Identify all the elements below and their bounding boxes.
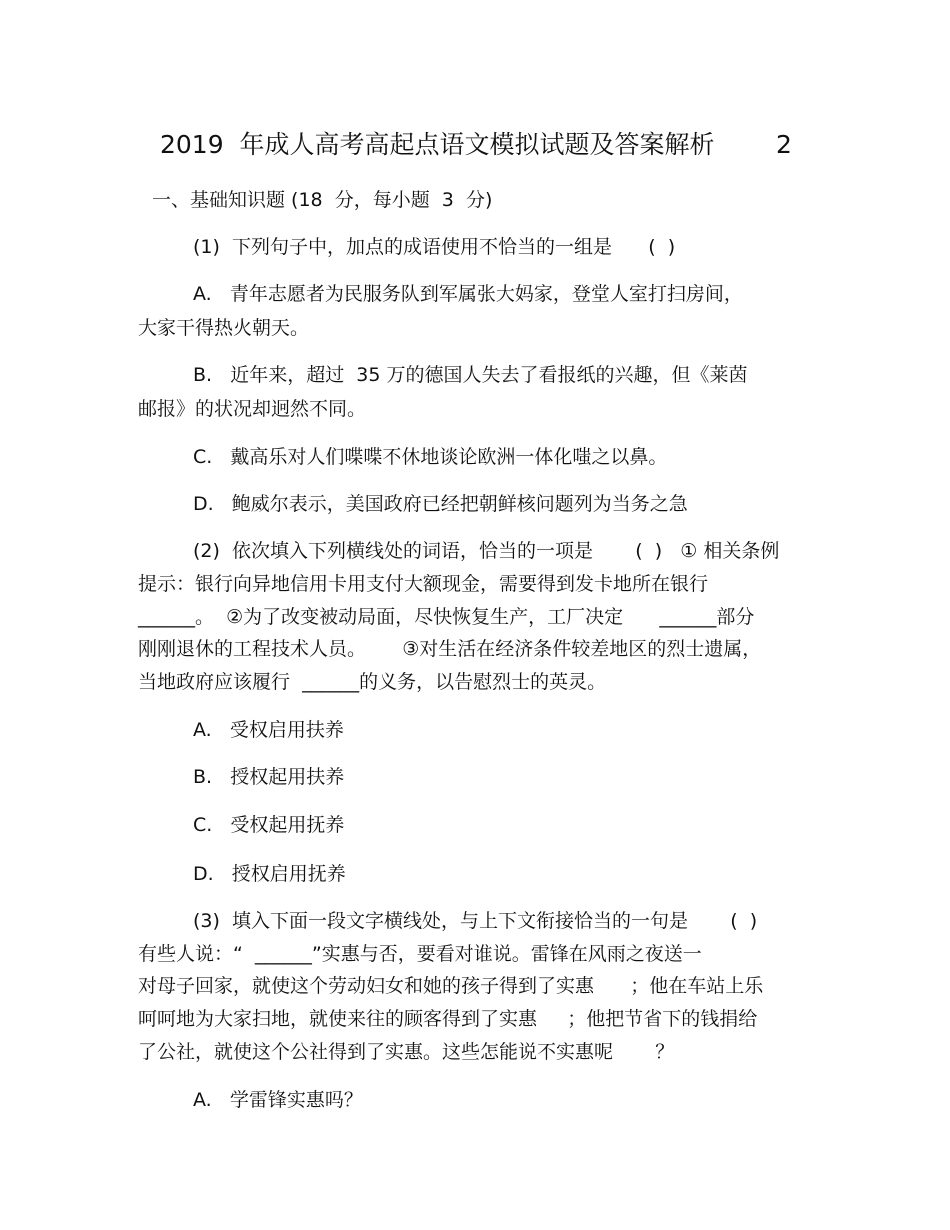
question-2-stem-line-4: 刚刚退休的工程技术人员。 ③对生活在经济条件较差地区的烈士遗属， <box>138 638 762 660</box>
question-3-stem: (3) 填入下面一段文字横线处，与上下文衔接恰当的一句是 ( ) <box>193 910 758 932</box>
question-1-option-a: A. 青年志愿者为民服务队到军属张大妈家，登堂人室打扫房间， <box>193 283 743 305</box>
question-2-stem-line-3: ______。 ②为了改变被动局面，尽快恢复生产，工厂决定 ______部分 <box>138 606 755 628</box>
question-2-stem-line-2: 提示：银行向异地信用卡用支付大额现金，需要得到发卡地所在银行 <box>138 573 709 595</box>
question-2-option-d: D. 授权启用抚养 <box>193 863 346 885</box>
section-heading: 一、基础知识题 (18 分，每小题 3 分) <box>152 189 493 211</box>
question-3-stem-line-5: 了公社，就使这个公社得到了实惠。这些怎能说不实惠呢 ？ <box>138 1041 675 1063</box>
question-2-option-c: C. 受权起用抚养 <box>193 814 345 836</box>
question-1-option-a-cont: 大家干得热火朝天。 <box>138 317 310 339</box>
question-3-stem-line-3: 对母子回家，就使这个劳动妇女和她的孩子得到了实惠 ；他在车站上乐 <box>138 975 764 997</box>
document-title: 2019 年成人高考高起点语文模拟试题及答案解析 <box>160 130 715 159</box>
question-2-option-a: A. 受权启用扶养 <box>193 719 344 741</box>
question-2-stem-line-5: 当地政府应该履行 ______的义务，以告慰烈士的英灵。 <box>138 671 607 693</box>
question-1-option-b-cont: 邮报》的状况却迥然不同。 <box>138 398 367 420</box>
question-1-option-b: B. 近年来，超过 35 万的德国人失去了看报纸的兴趣，但《莱茵 <box>193 364 748 386</box>
question-3-option-a: A. 学雷锋实惠吗？ <box>193 1089 363 1111</box>
question-3-stem-line-4: 呵呵地为大家扫地，就使来往的顾客得到了实惠 ；他把节省下的钱捐给 <box>138 1008 758 1030</box>
question-2-option-b: B. 授权起用扶养 <box>193 766 345 788</box>
question-3-stem-line-2: 有些人说：“ ______”实惠与否，要看对谁说。雷锋在风雨之夜送一 <box>138 943 702 965</box>
question-1-option-c: C. 戴高乐对人们喋喋不休地谈论欧洲一体化嗤之以鼻。 <box>193 446 668 468</box>
document-title-number: 2 <box>776 130 792 159</box>
question-1-option-d: D. 鲍威尔表示，美国政府已经把朝鲜核问题列为当务之急 <box>193 493 688 515</box>
question-2-stem: (2) 依次填入下列横线处的词语，恰当的一项是 ( ) ① 相关条例 <box>193 540 780 562</box>
question-1-stem: (1) 下列句子中，加点的成语使用不恰当的一组是 ( ) <box>193 236 676 258</box>
